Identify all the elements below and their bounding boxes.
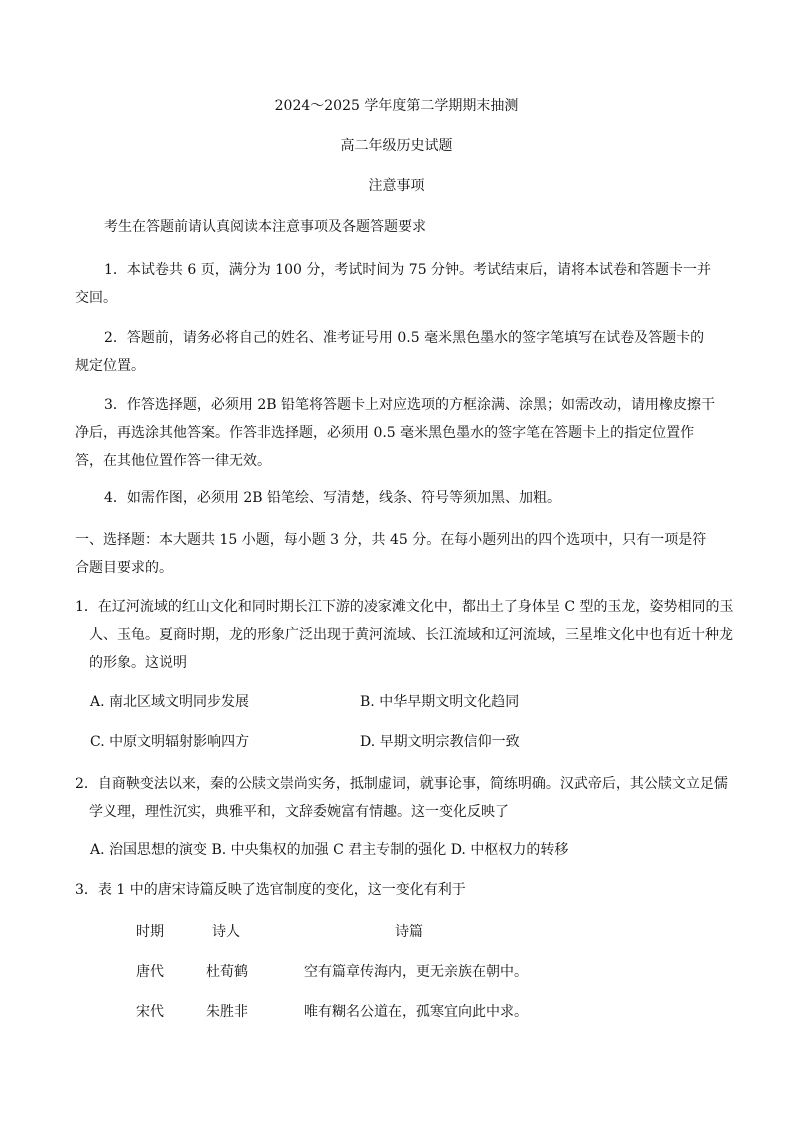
- table-cell: 唯有糊名公道在，孤寒宜向此中求。: [304, 1004, 528, 1020]
- exam-subject-title: 高二年级历史试题: [340, 138, 453, 154]
- question-1-option-a: A. 南北区域文明同步发展: [90, 694, 250, 710]
- question-1-option-b: B. 中华早期文明文化趋同: [360, 694, 520, 710]
- table-cell: 宋代: [136, 1004, 164, 1020]
- question-1-option-c: C. 中原文明辐射影响四方: [90, 734, 250, 750]
- notice-intro: 考生在答题前请认真阅读本注意事项及各题答题要求: [104, 219, 426, 235]
- notice-item-4: 4．如需作图，必须用 2B 铅笔绘、写清楚，线条、符号等须加黑、加粗。: [104, 490, 562, 506]
- section-1-instructions: 一、选择题：本大题共 15 小题，每小题 3 分，共 45 分。在每小题列出的四个选项中，只有一项是符合题目要求的。: [75, 532, 707, 576]
- notice-item-1: 1．本试卷共 6 页，满分为 100 分，考试时间为 75 分钟。考试结束后，请将本试卷和答题卡一并交回。: [75, 262, 712, 306]
- exam-term-title: 2024～2025 学年度第二学期期末抽测: [274, 98, 519, 114]
- question-2-stem: 2．自商鞅变法以来，秦的公牍文崇尚实务，抵制虚词，就事论事，简练明确。汉武帝后，其公牍文立足儒学义理，理性沉实，典雅平和，文辞委婉富有情趣。这一变化反映了: [75, 776, 728, 820]
- notice-item-3: 3．作答选择题，必须用 2B 铅笔将答题卡上对应选项的方框涂满、涂黑；如需改动，请用橡皮擦干净后，再选涂其他答案。作答非选择题，必须用 0.5 毫米黑色墨水的签字笔在答题卡上的指定位置作答，在其他位置作答一律无效。: [75, 397, 716, 469]
- table-header-poem: 诗篇: [395, 924, 423, 940]
- notice-heading: 注意事项: [368, 178, 425, 194]
- notice-item-2: 2．答题前，请务必将自己的姓名、准考证号用 0.5 毫米黑色墨水的签字笔填写在试卷及答题卡的规定位置。: [75, 330, 705, 374]
- question-2-options: A. 治国思想的演变 B. 中央集权的加强 C 君主专制的强化 D. 中枢权力的转移: [90, 842, 569, 858]
- table-cell: 空有篇章传海内，更无亲族在朝中。: [304, 964, 528, 980]
- question-1-option-d: D. 早期文明宗教信仰一致: [360, 734, 520, 750]
- question-3-stem: 3．表 1 中的唐宋诗篇反映了选官制度的变化，这一变化有利于: [75, 882, 466, 898]
- question-1-stem: 1．在辽河流域的红山文化和同时期长江下游的凌家滩文化中，都出土了身体呈 C 型的玉龙，姿势相同的玉人、玉龟。夏商时期，龙的形象广泛出现于黄河流域、长江流域和辽河流域，三星堆文化中也有近十种龙的形象。这说明: [75, 599, 734, 671]
- table-cell: 杜荀鹤: [206, 964, 248, 980]
- table-cell: 朱胜非: [206, 1004, 248, 1020]
- table-header-period: 时期: [136, 924, 164, 940]
- table-cell: 唐代: [136, 964, 164, 980]
- table-header-poet: 诗人: [212, 924, 240, 940]
